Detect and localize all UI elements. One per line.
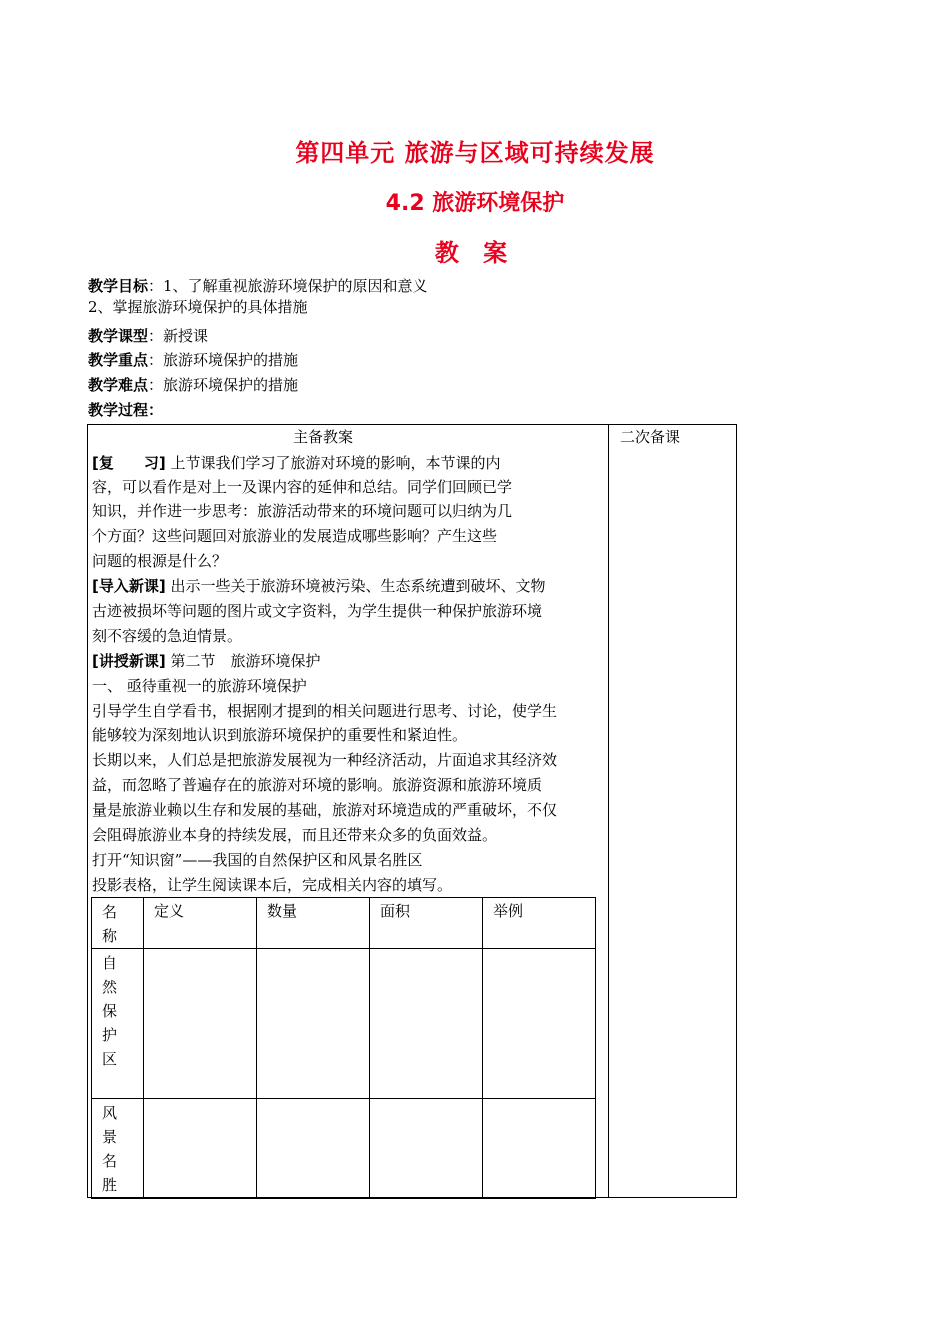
review-line-2: 容，可以看作是对上一及课内容的延伸和总结。同学们回顾已学 bbox=[92, 478, 513, 496]
fill-in-table bbox=[91, 897, 596, 1199]
fill-table-row bbox=[92, 1099, 596, 1199]
section-heading: 一、 亟待重视一的旅游环境保护 bbox=[92, 677, 307, 695]
review-line-1 bbox=[92, 453, 501, 473]
row-label-scenic-area: 风景名胜 bbox=[92, 1099, 144, 1199]
difficulty-value: ：旅游环境保护的措施 bbox=[148, 376, 299, 394]
difficulty-line bbox=[88, 375, 298, 395]
type-line bbox=[88, 326, 208, 346]
objective-1: ：1、了解重视旅游环境保护的原因和意义 bbox=[148, 277, 428, 295]
review-label: [复 习] bbox=[92, 454, 166, 472]
doc-type-title: 教 案 bbox=[434, 239, 516, 267]
header-definition-cell: 定义 bbox=[144, 898, 257, 949]
type-value: ：新授课 bbox=[148, 327, 209, 345]
objectives-label: 教学目标 bbox=[88, 277, 149, 295]
intro-line-2: 古迹被损坏等问题的图片或文字资料，为学生提供一种保护旅游环境 bbox=[92, 602, 543, 620]
guide-line-2: 能够较为深刻地认识到旅游环境保护的重要性和紧迫性。 bbox=[92, 726, 468, 744]
lecture-line bbox=[92, 651, 321, 671]
focus-value: ：旅游环境保护的措施 bbox=[148, 351, 299, 369]
process-label: 教学过程： bbox=[88, 401, 164, 419]
review-line-4: 个方面？这些问题回对旅游业的发展造成哪些影响？产生这些 bbox=[92, 527, 498, 545]
header-area-cell: 面积 bbox=[370, 898, 483, 949]
objective-2: 2、掌握旅游环境保护的具体措施 bbox=[88, 298, 308, 316]
fill-table-row bbox=[92, 949, 596, 1099]
intro-text-1: 出示一些关于旅游环境被污染、生态系统遭到破坏、文物 bbox=[170, 577, 546, 595]
header-quantity-cell: 数量 bbox=[257, 898, 370, 949]
focus-label: 教学重点 bbox=[88, 351, 149, 369]
header-name-cell: 名称 bbox=[92, 898, 144, 949]
blank-cell[interactable] bbox=[370, 949, 483, 1099]
lecture-text: 第二节 旅游环境保护 bbox=[170, 652, 321, 670]
focus-line bbox=[88, 350, 298, 370]
header-example-cell: 举例 bbox=[483, 898, 596, 949]
column-divider bbox=[608, 424, 609, 1198]
unit-title: 第四单元 旅游与区域可持续发展 bbox=[295, 139, 655, 167]
blank-cell[interactable] bbox=[257, 949, 370, 1099]
intro-line-3: 刻不容缓的急迫情景。 bbox=[92, 627, 243, 645]
blank-cell[interactable] bbox=[257, 1099, 370, 1199]
difficulty-label: 教学难点 bbox=[88, 376, 149, 394]
guide-line-1: 引导学生自学看书，根据刚才提到的相关问题进行思考、讨论，使学生 bbox=[92, 702, 558, 720]
objectives-line bbox=[88, 276, 428, 296]
review-text-1: 上节课我们学习了旅游对环境的影响，本节课的内 bbox=[170, 454, 501, 472]
row-label-nature-reserve: 自然保护区 bbox=[92, 949, 144, 1099]
type-label: 教学课型 bbox=[88, 327, 149, 345]
fill-table-header-row bbox=[92, 898, 596, 949]
process-line bbox=[88, 400, 163, 420]
blank-cell[interactable] bbox=[483, 949, 596, 1099]
blank-cell[interactable] bbox=[483, 1099, 596, 1199]
long-line-4: 会阻碍旅游业本身的持续发展，而且还带来众多的负面效益。 bbox=[92, 826, 498, 844]
long-line-1: 长期以来，人们总是把旅游发展视为一种经济活动，片面追求其经济效 bbox=[92, 751, 558, 769]
blank-cell[interactable] bbox=[144, 949, 257, 1099]
side-column-header: 二次备课 bbox=[620, 428, 681, 446]
long-line-2: 益，而忽略了普遍存在的旅游对环境的影响。旅游资源和旅游环境质 bbox=[92, 776, 543, 794]
lesson-title: 4.2 旅游环境保护 bbox=[385, 191, 565, 216]
intro-label: [导入新课] bbox=[92, 577, 166, 595]
intro-line-1 bbox=[92, 576, 546, 596]
long-line-3: 量是旅游业赖以生存和发展的基础，旅游对环境造成的严重破坏，不仅 bbox=[92, 801, 558, 819]
review-line-3: 知识，并作进一步思考：旅游活动带来的环境问题可以归纳为几 bbox=[92, 502, 513, 520]
lecture-label: [讲授新课] bbox=[92, 652, 166, 670]
review-line-5: 问题的根源是什么？ bbox=[92, 552, 228, 570]
knowledge-line: 打开“知识窗”——我国的自然保护区和风景名胜区 bbox=[92, 851, 423, 869]
blank-cell[interactable] bbox=[370, 1099, 483, 1199]
blank-cell[interactable] bbox=[144, 1099, 257, 1199]
main-column-header: 主备教案 bbox=[293, 428, 354, 446]
projection-line: 投影表格，让学生阅读课本后，完成相关内容的填写。 bbox=[92, 876, 453, 894]
